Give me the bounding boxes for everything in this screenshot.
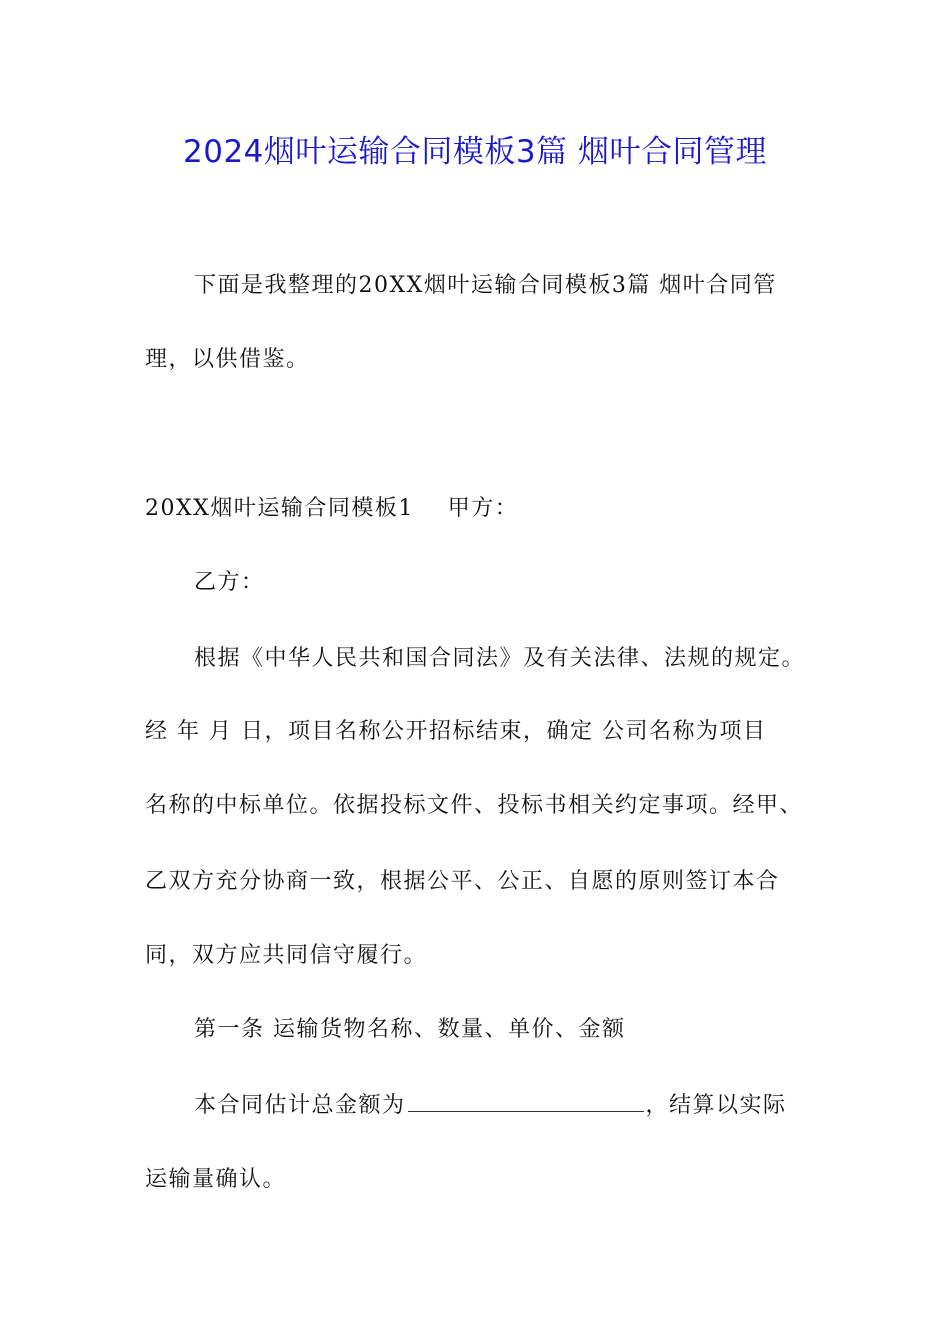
template-heading: 20XX烟叶运输合同模板1 甲方： [145, 496, 519, 521]
paragraph-1-line-5: 同，双方应共同信守履行。 [145, 943, 428, 968]
amount-suffix: ，结算以实际 [645, 1093, 787, 1118]
intro-line-1: 下面是我整理的20XX烟叶运输合同模板3篇 烟叶合同管 [194, 273, 777, 298]
paragraph-1-line-3: 名称的中标单位。依据投标文件、投标书相关约定事项。经甲、 [145, 793, 804, 818]
amount-prefix: 本合同估计总金额为 [194, 1093, 406, 1118]
party-b-label: 乙方： [194, 570, 265, 595]
paragraph-1-line-2: 经 年 月 日，项目名称公开招标结束，确定 公司名称为项目 [145, 719, 767, 744]
article-1-title: 第一条 运输货物名称、数量、单价、金额 [194, 1017, 626, 1042]
amount-line-2: 运输量确认。 [145, 1167, 287, 1192]
intro-line-2: 理，以供借鉴。 [145, 347, 310, 372]
paragraph-1-line-1: 根据《中华人民共和国合同法》及有关法律、法规的规定。 [194, 646, 806, 671]
document-title: 2024烟叶运输合同模板3篇 烟叶合同管理 [183, 134, 767, 170]
amount-blank-field [408, 1091, 644, 1112]
amount-line [194, 1090, 787, 1122]
paragraph-1-line-4: 乙双方充分协商一致，根据公平、公正、自愿的原则签订本合 [145, 869, 780, 894]
